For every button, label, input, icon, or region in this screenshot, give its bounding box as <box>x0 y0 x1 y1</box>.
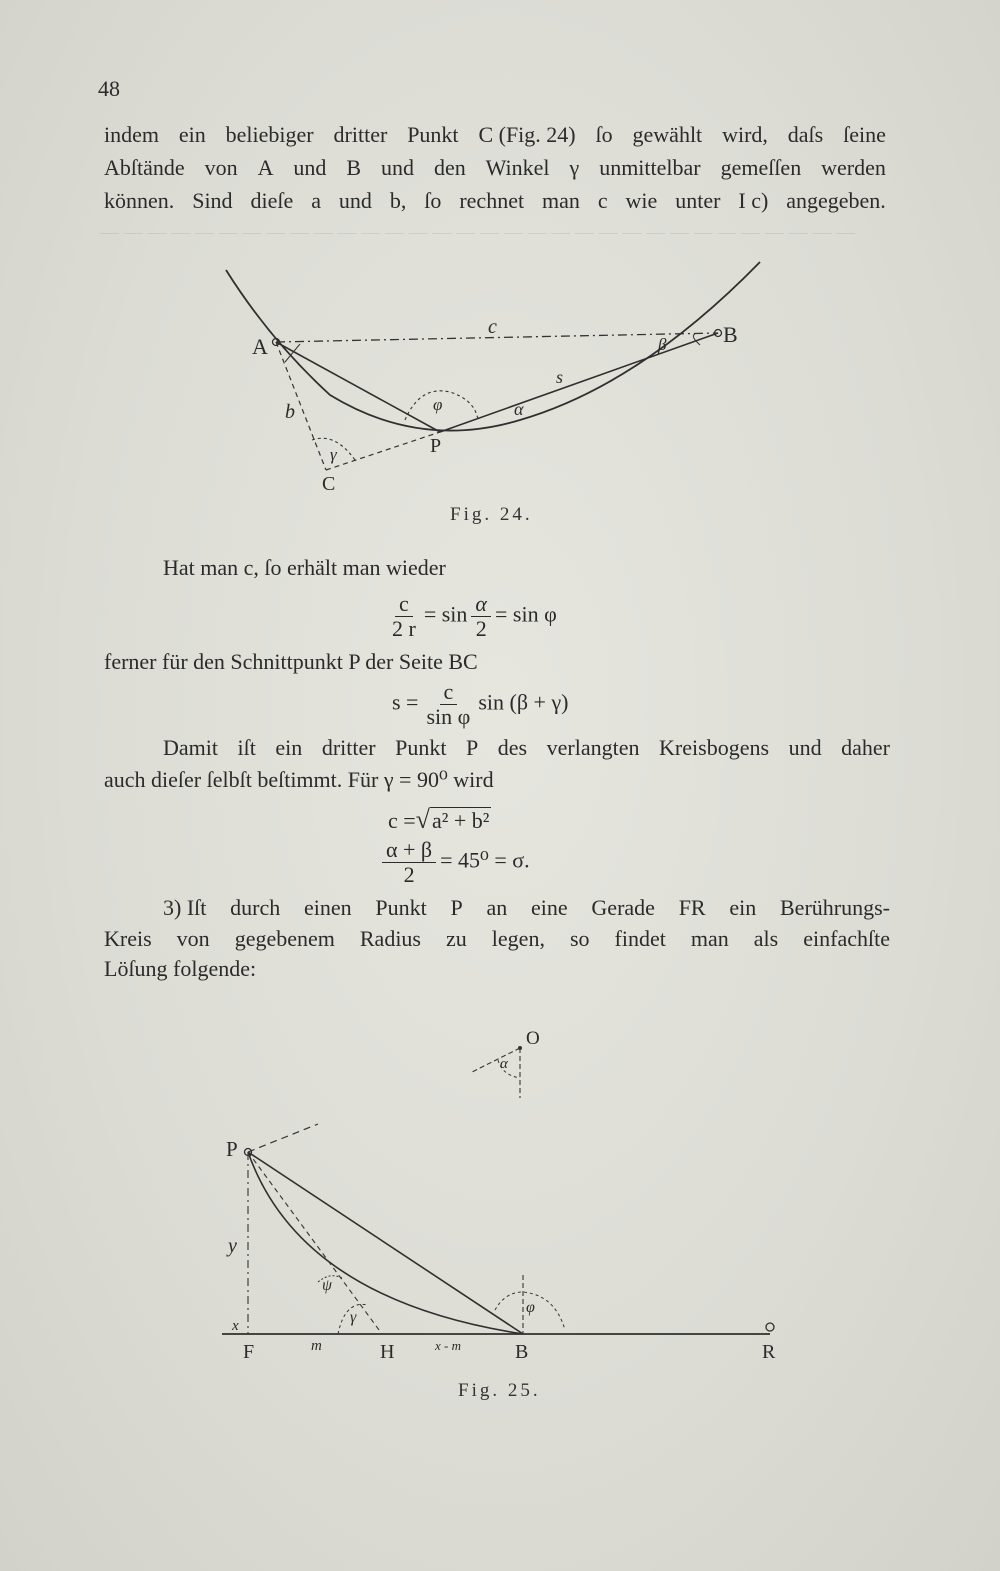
fig24-label-gamma: γ <box>330 445 337 464</box>
word: FR <box>678 895 706 920</box>
paragraph-1-line-2 <box>104 155 886 181</box>
page-number: 48 <box>98 76 120 101</box>
word: und <box>788 735 822 760</box>
figure-24-caption: Fig. 24. <box>450 504 533 525</box>
formula-4 <box>378 838 530 887</box>
word: gewählt <box>632 122 703 147</box>
word: den <box>433 155 466 180</box>
word: 3) Iſt <box>163 895 207 920</box>
word: A <box>257 155 274 180</box>
fig25-label-P: P <box>226 1137 238 1161</box>
fig25-label-F: F <box>243 1341 255 1363</box>
word: von <box>204 155 238 180</box>
word: wird, <box>722 122 768 147</box>
word: ſeine <box>843 122 886 147</box>
formula-1-rhs: = sin φ <box>494 601 557 627</box>
word: daſs <box>787 122 824 147</box>
fig25-label-B: B <box>515 1341 529 1363</box>
formula-4-rhs: = 45⁰ = σ. <box>440 847 530 873</box>
word: Damit <box>163 735 218 760</box>
word: legen, <box>491 926 545 951</box>
word: P <box>450 895 463 920</box>
fig25-label-gamma: γ <box>350 1309 357 1326</box>
word: dritter <box>333 122 388 147</box>
fig24-chord-c <box>276 333 718 342</box>
word: verlangten <box>546 735 640 760</box>
word: C (Fig. 24) <box>478 122 576 147</box>
fig25-label-alpha: α <box>500 1056 508 1072</box>
word: gemeſſen <box>720 155 802 180</box>
formula-1-lhs-numerator: c <box>395 592 413 617</box>
word: P <box>466 735 479 760</box>
word: ſo <box>595 122 613 147</box>
paragraph-4-line-2: auch dieſer ſelbſt beſtimmt. Für γ = 90⁰ wird <box>104 767 494 792</box>
fig25-tangent-dashed <box>248 1124 318 1152</box>
word: dritter <box>321 735 376 760</box>
word: von <box>176 926 210 951</box>
formula-3-radical-sign: √ <box>415 805 430 834</box>
fig24-label-alpha: α <box>514 399 524 419</box>
word: Punkt <box>407 122 459 147</box>
paragraph-5-line-3: Löſung folgende: <box>104 956 257 981</box>
word: Punkt <box>395 735 447 760</box>
word: γ <box>569 155 580 180</box>
fig25-label-R: R <box>762 1341 776 1363</box>
paragraph-5-line-1 <box>163 895 890 921</box>
word: Abſtände <box>104 155 185 180</box>
formula-1 <box>384 592 557 641</box>
formula-2-lhs: s = <box>392 689 419 715</box>
formula-3 <box>388 805 491 835</box>
word: Gerade <box>591 895 655 920</box>
fig25-O-slant <box>472 1048 520 1072</box>
fig24-label-C: C <box>322 473 336 495</box>
word: beliebiger <box>225 122 314 147</box>
word: daher <box>841 735 890 760</box>
word: und <box>293 155 327 180</box>
figure-24-diagram <box>0 250 1000 520</box>
fig25-label-O: O <box>526 1028 540 1049</box>
word: so <box>569 926 590 951</box>
figure-25-diagram <box>0 1020 1000 1380</box>
word: man <box>690 926 729 951</box>
fig24-label-A: A <box>252 334 268 359</box>
formula-4-numerator: α + β <box>382 838 436 863</box>
word: gegebenem <box>234 926 335 951</box>
fig24-line-CP <box>326 432 440 470</box>
word: unter <box>675 188 721 213</box>
paragraph-4-line-1 <box>163 735 890 761</box>
formula-1-eq-sin: = sin <box>423 601 468 627</box>
formula-3-lhs: c = <box>388 808 416 833</box>
formula-2-denominator: sin φ <box>426 704 471 729</box>
word: werden <box>821 155 886 180</box>
word: dieſe <box>250 188 294 213</box>
fig25-label-m: m <box>311 1338 322 1354</box>
fig24-angle-A <box>285 344 300 362</box>
formula-2 <box>392 680 569 729</box>
figure-25-caption: Fig. 25. <box>458 1380 541 1401</box>
formula-4-denominator: 2 <box>403 862 415 887</box>
word: durch <box>230 895 281 920</box>
fig24-label-b: b <box>285 401 295 423</box>
word: ſo <box>424 188 442 213</box>
word: einen <box>303 895 352 920</box>
word: ein <box>275 735 303 760</box>
word: rechnet <box>459 188 525 213</box>
paragraph-5-line-2 <box>104 926 890 952</box>
paragraph-1-line-1 <box>104 122 886 148</box>
word: I c) <box>738 188 769 213</box>
bleed-through-text: — — — — — — — — — — — — — — — — — — — — — — — — — — — — — — — — <box>100 222 856 243</box>
word: findet <box>614 926 666 951</box>
word: eine <box>531 895 568 920</box>
fig24-label-s: s <box>556 367 564 387</box>
paragraph-2: Hat man c, ſo erhält man wieder <box>163 555 446 580</box>
fig25-label-y: y <box>228 1235 237 1257</box>
word: und <box>381 155 414 180</box>
fig24-label-P: P <box>430 435 442 457</box>
fig25-label-x: x <box>232 1318 239 1334</box>
fig25-label-xm: x - m <box>435 1338 461 1353</box>
word: Winkel <box>485 155 550 180</box>
fig25-line-PB <box>248 1152 523 1334</box>
fig24-line-AP <box>276 342 443 432</box>
word: als <box>753 926 779 951</box>
formula-1-mid-numerator: α <box>471 592 491 617</box>
fig25-label-phi: φ <box>526 1299 535 1316</box>
formula-3-radicand: a² + b² <box>431 808 490 833</box>
word: ein <box>178 122 206 147</box>
formula-2-rhs: sin (β + γ) <box>478 689 569 715</box>
word: man <box>542 188 580 213</box>
formula-1-mid-denominator: 2 <box>475 616 487 641</box>
formula-2-numerator: c <box>440 680 458 705</box>
word: unmittelbar <box>599 155 701 180</box>
formula-1-lhs-denominator: 2 r <box>392 616 416 641</box>
word: Sind <box>192 188 233 213</box>
fig25-point-O <box>518 1046 522 1050</box>
fig25-label-H: H <box>380 1341 395 1363</box>
word: einfachſte <box>803 926 890 951</box>
word: zu <box>446 926 467 951</box>
word: können. <box>104 188 175 213</box>
fig24-label-beta: β <box>658 335 667 354</box>
word: b, <box>389 188 407 213</box>
word: an <box>486 895 508 920</box>
fig24-line-PB <box>440 333 718 432</box>
fig24-line-AC <box>276 342 326 470</box>
word: Berührungs- <box>780 895 890 920</box>
word: des <box>497 735 528 760</box>
word: B <box>346 155 362 180</box>
word: und <box>338 188 372 213</box>
word: angegeben. <box>786 188 886 213</box>
word: Punkt <box>375 895 427 920</box>
word: a <box>311 188 321 213</box>
fig24-label-c: c <box>488 316 497 338</box>
word: Kreis <box>104 926 152 951</box>
word: wie <box>625 188 658 213</box>
paragraph-1-line-3 <box>104 188 886 214</box>
word: iſt <box>237 735 256 760</box>
word: Kreisbogens <box>659 735 770 760</box>
fig25-point-R <box>766 1323 774 1331</box>
word: c <box>597 188 608 213</box>
paragraph-3: ferner für den Schnittpunkt P der Seite BC <box>104 649 478 674</box>
fig24-label-B: B <box>723 322 738 347</box>
fig24-label-phi: φ <box>433 395 443 414</box>
word: indem <box>104 122 159 147</box>
fig25-label-psi: ψ <box>322 1277 332 1294</box>
word: ein <box>729 895 757 920</box>
fig25-line-PH <box>248 1152 382 1334</box>
word: Radius <box>359 926 421 951</box>
